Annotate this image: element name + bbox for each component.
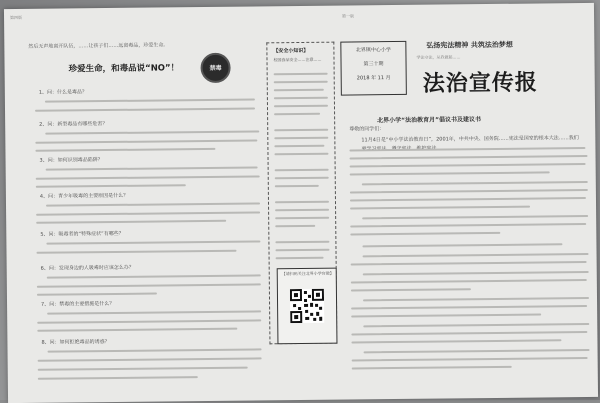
article-salutation: 尊敬的同学们： [349, 126, 385, 133]
document-sheet [4, 3, 598, 403]
emblem-glyph: 禁毒 [209, 64, 222, 72]
left-title: 珍爱生命，和毒品说“NO”！ [68, 63, 180, 75]
school-name: 北界镇中心小学 [355, 47, 391, 54]
issue-info-box [340, 41, 407, 96]
qa-item: 4、问：青少年吸毒的主要原因是什么？ [39, 192, 129, 200]
article-title: 北界小学“法治教育月”倡议书及建议书 [377, 116, 482, 125]
masthead-subslogan: 学法守法，从我做起…… [416, 54, 461, 60]
masthead-slogan: 弘扬宪法精神 共筑法治梦想 [426, 40, 513, 50]
issue-number: 第三十期 [363, 61, 384, 68]
sidebar-text: 校园食品安全……注意…… [273, 56, 322, 63]
qa-item: 8、问：如何拒绝毒品的诱惑？ [41, 339, 110, 346]
masthead-title: 法治宣传报 [422, 70, 538, 97]
issue-date: 2018 年 11 月 [356, 75, 391, 82]
qa-item: 5、问：吸毒者的“特殊症状”有哪些？ [40, 230, 124, 238]
anti-drug-emblem-icon [200, 53, 230, 83]
qa-item: 1、问：什么是毒品？ [38, 89, 88, 96]
article-body: 11月4日是“中小学法治教育日”，2001年，中共中央、国务院……宪法是国家的根本大法……我们要学习宪法、遵守宪法、维护宪法…… [361, 135, 579, 144]
qa-item: 6、问：发现身边的人吸毒时应该怎么办？ [40, 264, 134, 272]
sidebar-title: 【安全小知识】 [273, 47, 309, 55]
intro-text: 然后无声地离开队伍，……让孩子们……远离毒品，珍爱生命。 [28, 42, 169, 50]
right-page-number: 第一版 [342, 13, 355, 19]
qr-box [277, 268, 338, 345]
qr-caption: 【请扫码关注北界小学官微】 [281, 270, 334, 277]
qa-item: 3、问：如何识别毒品陷阱？ [39, 157, 103, 164]
qa-item: 7、问：禁毒的主要措施是什么？ [41, 300, 115, 308]
qa-item: 2、问：新型毒品有哪些危害？ [39, 121, 108, 128]
qr-code-icon [290, 289, 324, 323]
left-page-number: 第四版 [10, 14, 23, 21]
